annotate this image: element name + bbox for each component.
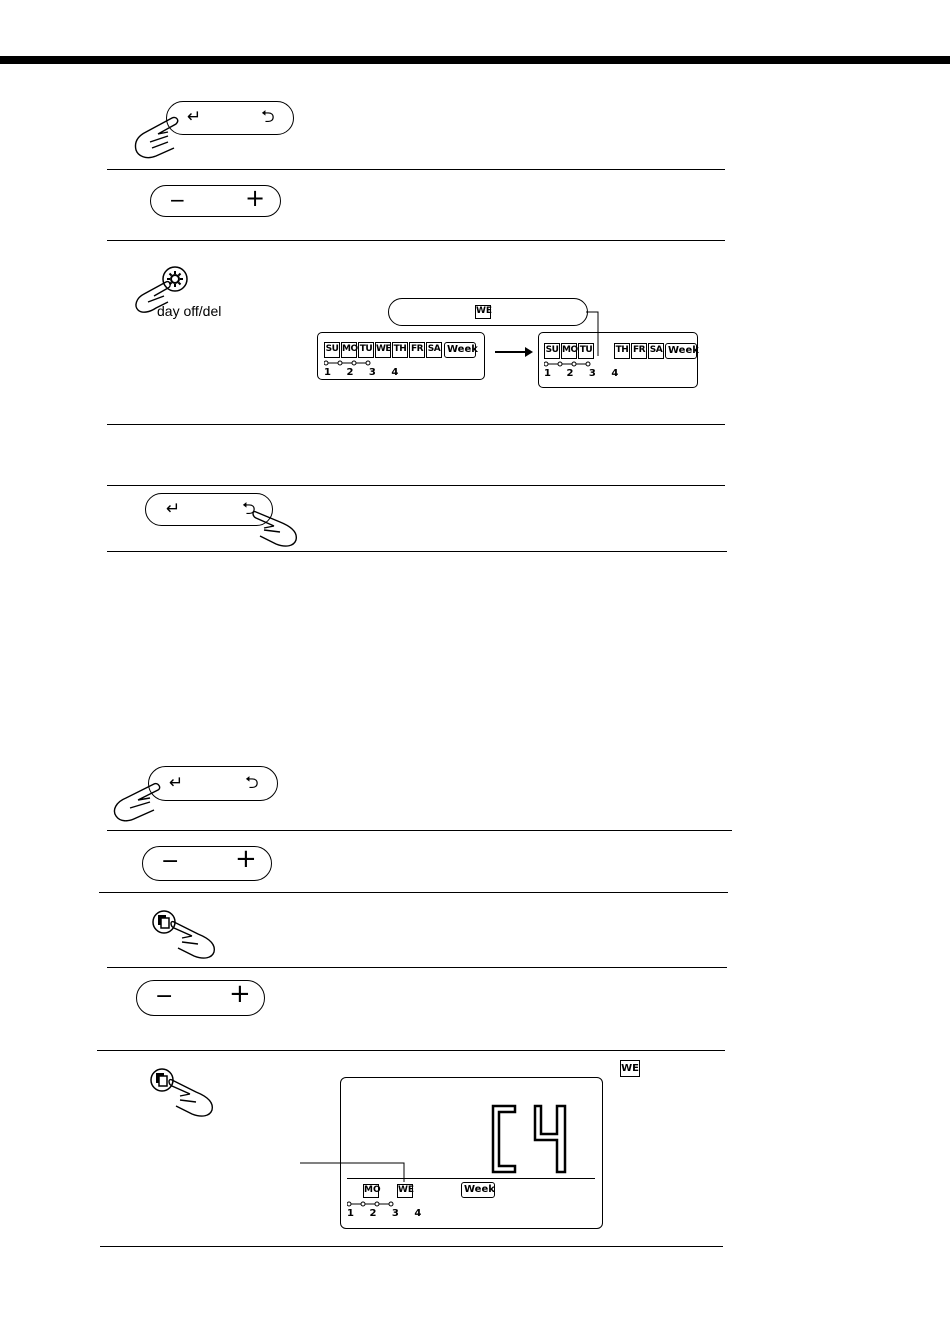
right-arrow-icon <box>495 345 535 359</box>
divider <box>100 1246 723 1247</box>
day-off-del-label: day off/del <box>157 303 222 319</box>
enter-icon: ↵ <box>187 107 202 127</box>
lcd-before <box>317 332 485 380</box>
callout-we <box>388 298 588 326</box>
segment-display <box>485 1104 575 1174</box>
minus-plus-button-2[interactable] <box>142 846 272 881</box>
enter-back-button-3[interactable] <box>148 766 278 801</box>
divider <box>97 1050 725 1051</box>
period-track <box>324 359 374 367</box>
minus-plus-button-3[interactable] <box>136 980 265 1016</box>
day-fr: FR <box>631 343 647 359</box>
lcd-final <box>340 1077 603 1229</box>
hand-pointer-icon <box>168 1074 224 1118</box>
back-icon: ⮌ <box>245 773 259 793</box>
we-icon: WE <box>620 1060 640 1077</box>
day-we: WE <box>397 1184 413 1198</box>
back-icon: ⮌ <box>261 107 275 127</box>
hand-pointer-icon <box>170 916 226 960</box>
we-icon: WE <box>475 305 491 319</box>
plus-icon: + <box>229 979 251 1009</box>
week-label: Week <box>665 343 697 359</box>
divider <box>99 892 728 893</box>
plus-icon: + <box>245 184 266 212</box>
day-sa: SA <box>426 342 442 358</box>
day-su: SU <box>324 342 340 358</box>
day-tu: TU <box>578 343 594 359</box>
period-track <box>544 360 594 368</box>
minus-icon: − <box>161 849 180 874</box>
period-track <box>347 1200 397 1208</box>
day-th: TH <box>614 343 630 359</box>
divider <box>107 485 725 486</box>
hand-pointer-icon <box>250 502 310 550</box>
callout-line <box>300 1158 410 1188</box>
divider <box>107 240 725 241</box>
week-label: Week <box>444 342 476 358</box>
hand-pointer-icon <box>106 778 166 826</box>
day-su: SU <box>544 343 560 359</box>
minus-icon: − <box>155 984 174 1009</box>
back-icon: ⮌ <box>242 499 256 519</box>
week-label: Week <box>461 1182 495 1198</box>
hand-pointer-icon <box>128 112 188 162</box>
enter-icon: ↵ <box>169 773 184 793</box>
divider <box>107 424 725 425</box>
day-we: WE <box>375 342 391 358</box>
minus-plus-button-1[interactable] <box>150 185 281 217</box>
divider <box>107 830 732 831</box>
divider <box>107 967 727 968</box>
day-th: TH <box>392 342 408 358</box>
period-numbers: 1 2 3 4 <box>544 368 625 379</box>
divider <box>107 169 725 170</box>
enter-icon: ↵ <box>166 499 181 519</box>
divider <box>107 551 727 552</box>
period-numbers: 1 2 3 4 <box>347 1208 428 1219</box>
period-numbers: 1 2 3 4 <box>324 367 405 378</box>
day-mo: MO <box>341 342 357 358</box>
day-mo: MO <box>561 343 577 359</box>
minus-icon: − <box>169 188 186 212</box>
lcd-after <box>538 332 698 388</box>
plus-icon: + <box>235 844 257 874</box>
header-bar <box>0 56 950 64</box>
day-fr: FR <box>409 342 425 358</box>
day-sa: SA <box>648 343 664 359</box>
day-tu: TU <box>358 342 374 358</box>
day-mo: MO <box>363 1184 379 1198</box>
